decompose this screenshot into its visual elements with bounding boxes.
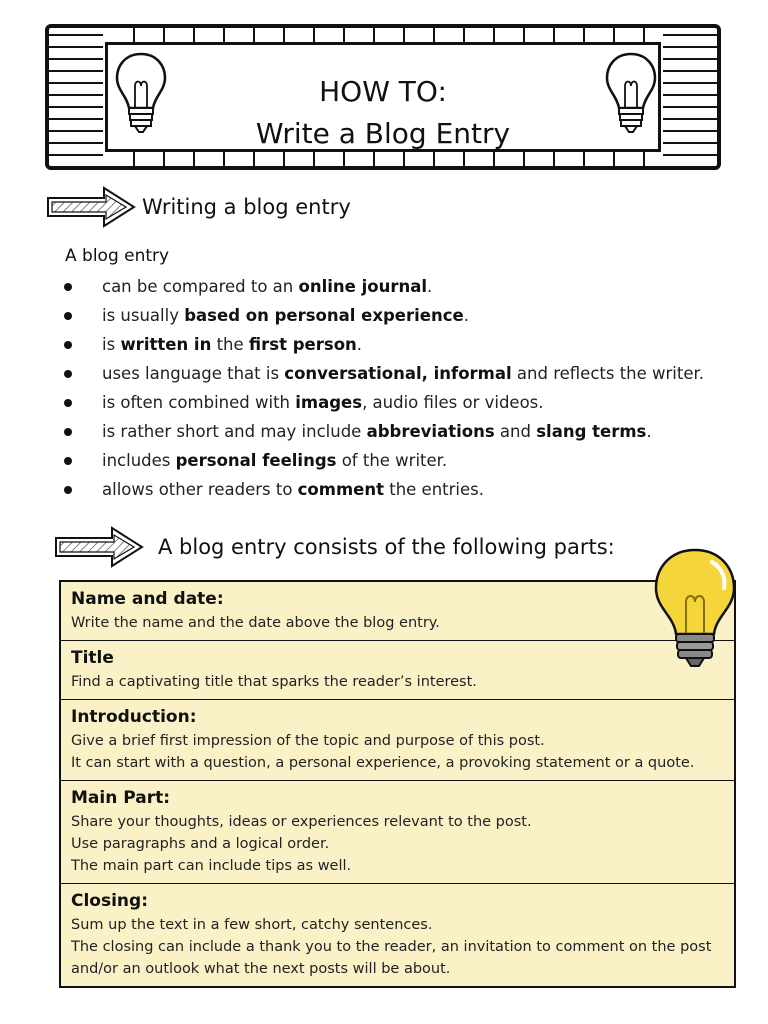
lightbulb-icon <box>650 546 740 674</box>
bullet-text: is <box>102 335 121 354</box>
part-description: Give a brief first impression of the topic and purpose of this post. <box>71 733 545 749</box>
section-title-parts: A blog entry consists of the following parts: <box>158 535 615 559</box>
part-description: The closing can include a thank you to the reader, an invitation to comment on the post <box>71 939 712 955</box>
list-item <box>58 330 704 359</box>
bullet-text: . <box>463 306 469 325</box>
bullet-text: . <box>646 422 652 441</box>
bold-term: comment <box>297 480 384 499</box>
table-row <box>61 582 734 641</box>
part-description: and/or an outlook what the next posts will be about. <box>71 961 451 977</box>
bullet-text: is often combined with <box>102 393 296 412</box>
list-item <box>58 446 704 475</box>
banner-hatch-left <box>49 28 103 166</box>
table-row <box>61 700 734 781</box>
bullet-text: includes <box>102 451 176 470</box>
bullet-text: uses language that is <box>102 364 285 383</box>
part-description: Use paragraphs and a logical order. <box>71 836 330 852</box>
list-item <box>58 272 704 301</box>
bullet-text: , audio files or videos. <box>362 393 544 412</box>
bold-term: online journal <box>298 277 427 296</box>
bullet-text: is rather short and may include <box>102 422 367 441</box>
part-title: Introduction: <box>71 707 197 727</box>
banner-title-box <box>105 42 661 152</box>
bold-term: slang terms <box>536 422 647 441</box>
lightbulb-icon <box>111 50 171 140</box>
bullet-list <box>58 272 704 504</box>
part-title: Title <box>71 648 114 668</box>
bullet-text: the entries. <box>383 480 484 499</box>
bold-term: first person <box>248 335 357 354</box>
part-description: The main part can include tips as well. <box>71 858 352 874</box>
title-banner <box>45 24 721 170</box>
bullet-text: and <box>494 422 537 441</box>
bold-term: written in <box>120 335 212 354</box>
lightbulb-icon <box>601 50 661 140</box>
table-row <box>61 781 734 884</box>
section-heading-parts <box>54 526 615 568</box>
bullet-text: is usually <box>102 306 185 325</box>
list-item <box>58 388 704 417</box>
part-description: Write the name and the date above the blog entry. <box>71 615 440 631</box>
bullet-text: . <box>356 335 363 354</box>
table-row <box>61 884 734 986</box>
bold-term: based on personal experience <box>184 306 464 325</box>
arrow-right-icon <box>46 186 136 228</box>
bullet-text: and reflects the writer. <box>511 364 705 383</box>
bullet-text: allows other readers to <box>102 480 298 499</box>
bold-term: conversational, informal <box>284 364 512 383</box>
list-item <box>58 475 704 504</box>
bold-term: personal feelings <box>175 451 337 470</box>
list-item <box>58 417 704 446</box>
part-description: Find a captivating title that sparks the reader’s interest. <box>71 674 477 690</box>
part-description: Share your thoughts, ideas or experiences relevant to the post. <box>71 814 532 830</box>
page-title-line1: HOW TO: <box>319 75 447 108</box>
section-heading-writing <box>46 186 351 228</box>
bullet-text: the <box>211 335 249 354</box>
parts-table <box>59 580 736 988</box>
list-item <box>58 301 704 330</box>
page-title-line2: Write a Blog Entry <box>255 117 511 150</box>
bullet-text: can be compared to an <box>102 277 299 296</box>
part-description: It can start with a question, a personal experience, a provoking statement or a quote. <box>71 755 695 771</box>
table-row <box>61 641 734 700</box>
arrow-right-icon <box>54 526 144 568</box>
banner-hatch-bottom <box>105 152 661 166</box>
bold-term: images <box>295 393 363 412</box>
part-title: Name and date: <box>71 589 224 609</box>
section-title-writing: Writing a blog entry <box>142 195 351 219</box>
part-description: Sum up the text in a few short, catchy sentences. <box>71 917 433 933</box>
part-title: Main Part: <box>71 788 171 808</box>
banner-hatch-top <box>105 28 661 42</box>
intro-label: A blog entry <box>65 246 170 266</box>
banner-hatch-right <box>663 28 717 166</box>
list-item <box>58 359 704 388</box>
bold-term: abbreviations <box>366 422 495 441</box>
bullet-text: of the writer. <box>336 451 448 470</box>
part-title: Closing: <box>71 891 148 911</box>
bullet-text: . <box>427 277 433 296</box>
